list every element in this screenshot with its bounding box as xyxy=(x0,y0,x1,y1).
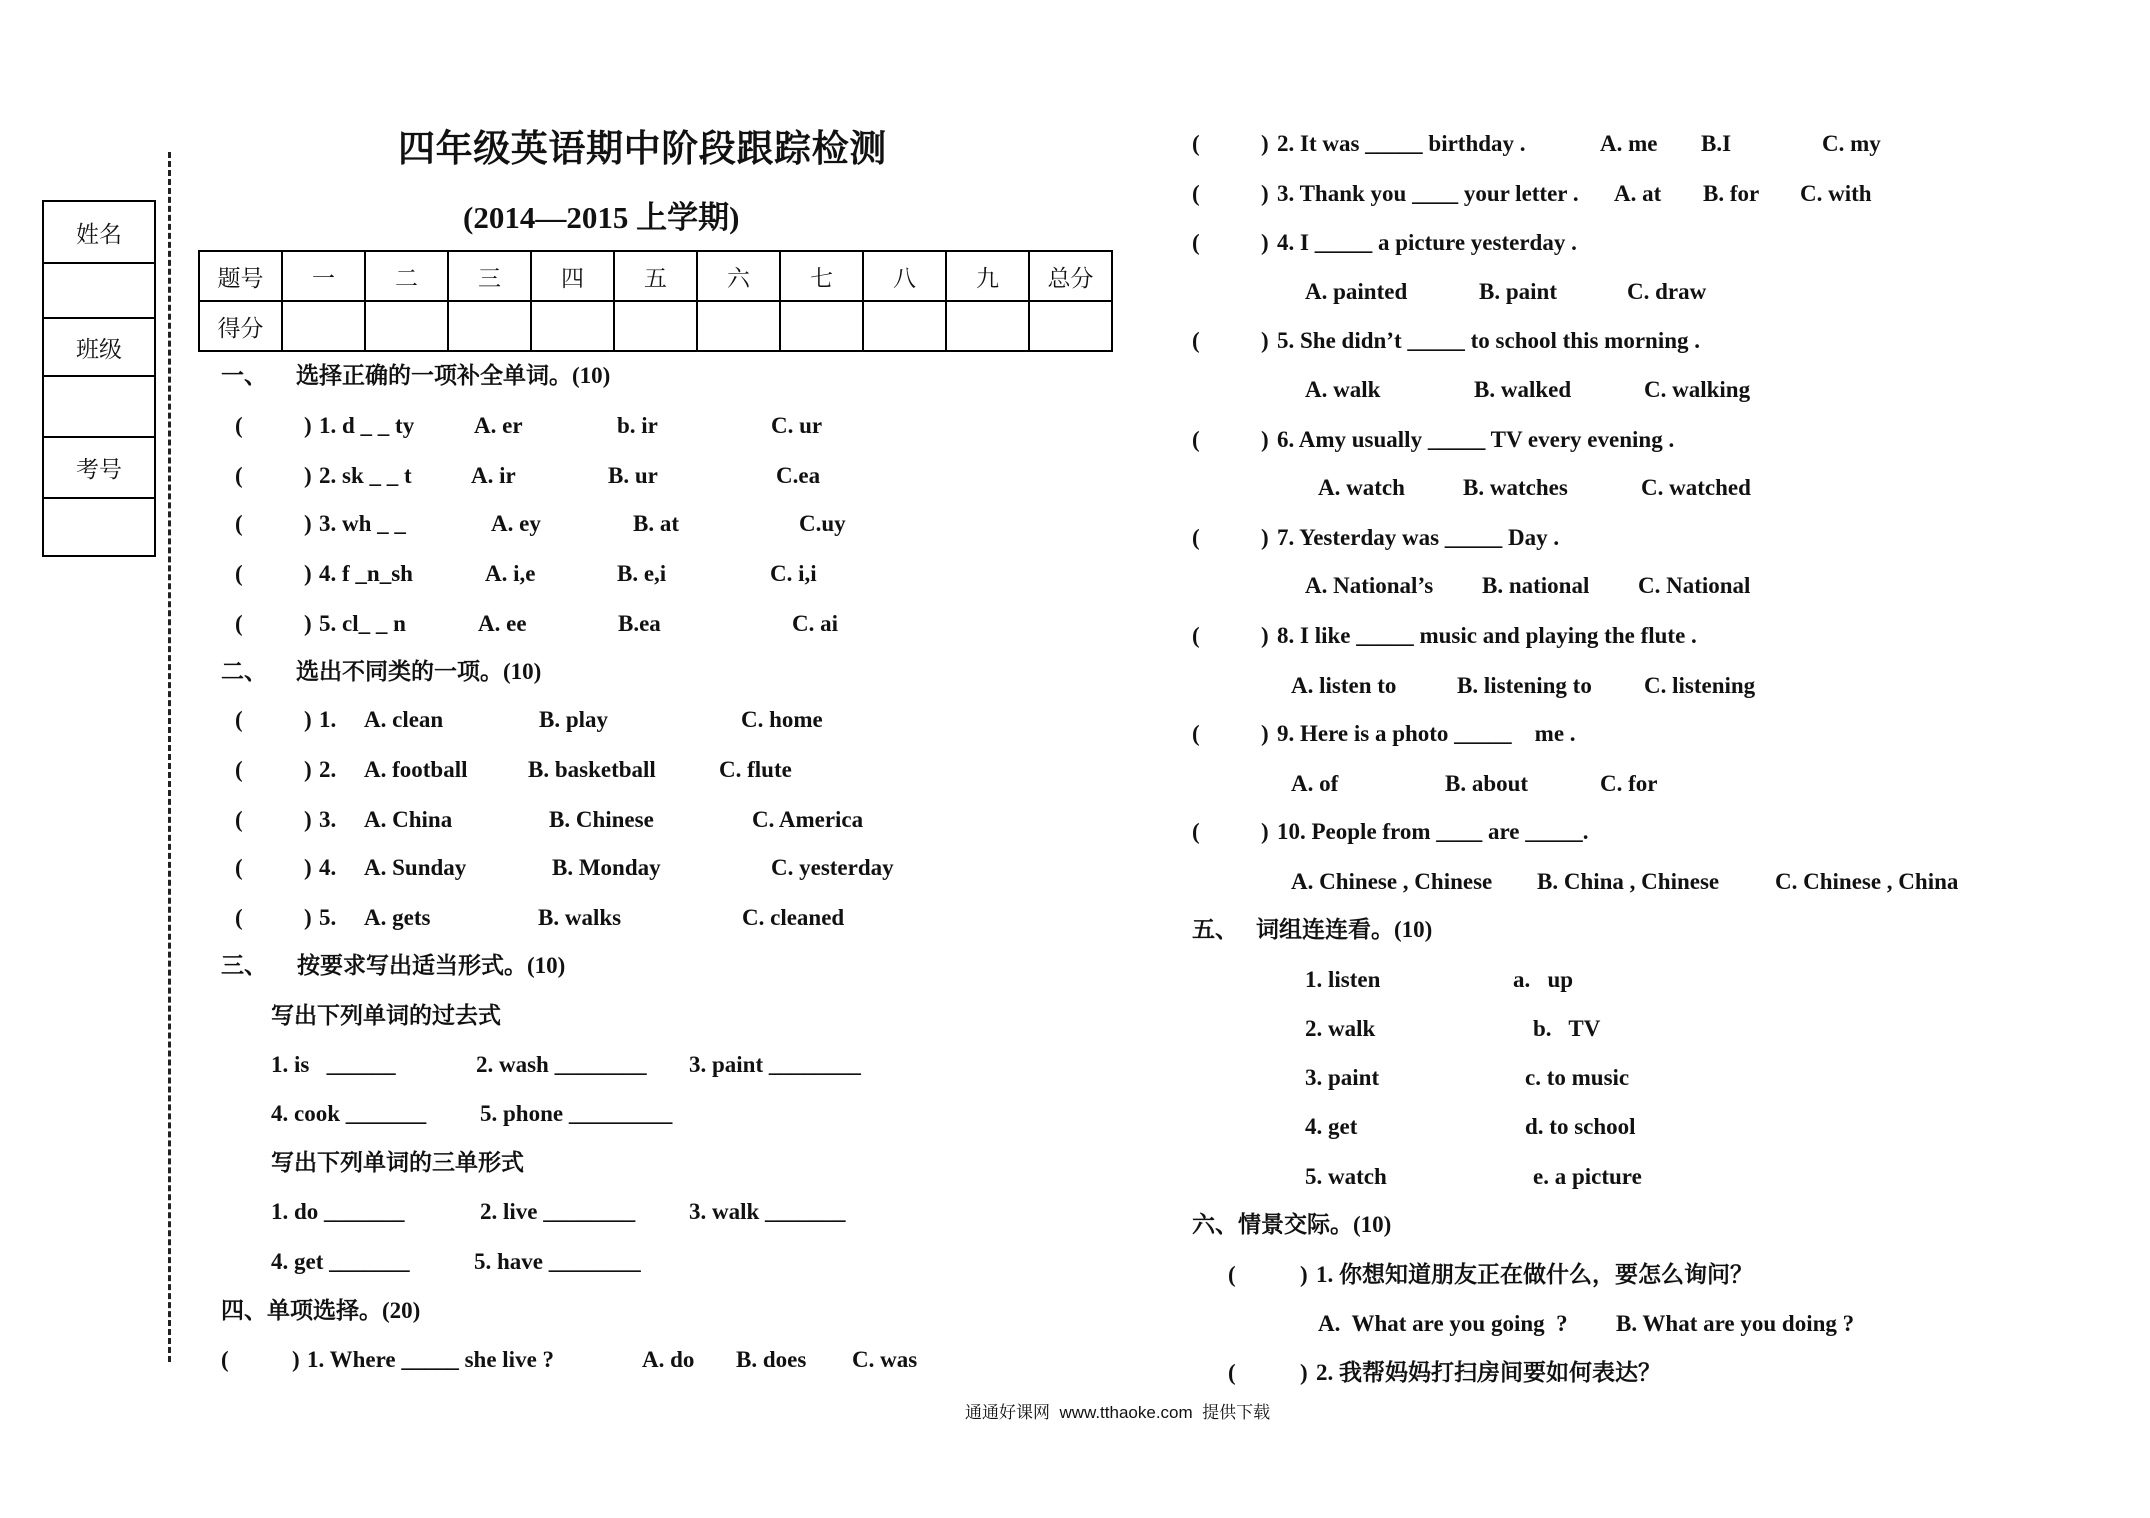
question-number: 1. xyxy=(319,707,337,732)
option-b: B.I xyxy=(1701,131,1732,156)
option-a: A. do xyxy=(642,1347,695,1372)
part6-options xyxy=(0,1310,2150,1338)
header-cell: 八 xyxy=(863,251,946,301)
match-row xyxy=(0,1163,2150,1191)
section-title: 按要求写出适当形式。(10) xyxy=(297,953,566,978)
bracket-open: ( xyxy=(1228,1360,1236,1385)
question-stem: 2. sk _ _ t xyxy=(319,463,412,488)
fill-item: 5. phone _________ xyxy=(480,1101,673,1126)
section-title: 选择正确的一项补全单词。(10) xyxy=(296,363,611,388)
option-a: A. Sunday xyxy=(364,855,467,880)
option-c: C. home xyxy=(741,707,823,732)
bracket-open: ( xyxy=(235,463,243,488)
part6-question xyxy=(0,1359,2150,1387)
section-title: 词组连连看。(10) xyxy=(1256,917,1433,942)
bracket-open: ( xyxy=(235,807,243,832)
option-c: C. National xyxy=(1638,573,1751,598)
header-cell: 五 xyxy=(614,251,697,301)
option-b: B. play xyxy=(539,707,609,732)
option-b: B.ea xyxy=(618,611,661,636)
option-a: A. me xyxy=(1600,131,1658,156)
option-a: A. clean xyxy=(364,707,444,732)
bracket-close: ) xyxy=(1261,623,1269,648)
part4-options xyxy=(0,278,2150,306)
match-row xyxy=(0,1113,2150,1141)
section-title: 六、情景交际。(10) xyxy=(1192,1212,1392,1237)
part4-question xyxy=(0,130,2150,158)
part4-options xyxy=(0,770,2150,798)
bracket-close: ) xyxy=(1261,181,1269,206)
option-b: B. ur xyxy=(608,463,658,488)
option-c: C. for xyxy=(1600,771,1658,796)
bracket-open: ( xyxy=(235,561,243,586)
match-right-item: c. to music xyxy=(1525,1065,1630,1090)
question-stem: 3. wh _ _ xyxy=(319,511,406,536)
exam-title: 四年级英语期中阶段跟踪检测 xyxy=(398,127,887,170)
match-left-item: 3. paint xyxy=(1305,1065,1380,1090)
question-stem: 1. 你想知道朋友正在做什么，要怎么询问？ xyxy=(1316,1262,1753,1287)
match-right-item: a. up xyxy=(1513,967,1574,992)
option-c: C. cleaned xyxy=(742,905,845,930)
section-number: 五、 xyxy=(1192,917,1238,942)
question-stem: 5. cl_ _ n xyxy=(319,611,406,636)
fill-item: 1. do _______ xyxy=(271,1199,405,1224)
fill-item: 3. walk _______ xyxy=(689,1199,846,1224)
option-c: C. walking xyxy=(1644,377,1751,402)
option-c: C.uy xyxy=(799,511,846,536)
bracket-close: ) xyxy=(1261,230,1269,255)
bracket-close: ) xyxy=(1300,1360,1308,1385)
option-b: B. Chinese xyxy=(549,807,654,832)
match-right-item: d. to school xyxy=(1525,1114,1636,1139)
option-b: B. listening to xyxy=(1457,673,1592,698)
part4-question xyxy=(0,720,2150,748)
bracket-close: ) xyxy=(292,1347,300,1372)
bracket-open: ( xyxy=(1192,819,1200,844)
subsection-title: 写出下列单词的三单形式 xyxy=(271,1150,524,1175)
option-b: B. national xyxy=(1482,573,1590,598)
option-b: B. about xyxy=(1445,771,1529,796)
part5-heading xyxy=(0,916,2150,944)
bracket-close: ) xyxy=(304,511,312,536)
option-a: A. gets xyxy=(364,905,431,930)
bracket-open: ( xyxy=(1192,721,1200,746)
question-stem: 7. Yesterday was _____ Day . xyxy=(1277,525,1560,550)
question-number: 3. xyxy=(319,807,337,832)
subsection-title: 写出下列单词的过去式 xyxy=(271,1003,501,1028)
match-row xyxy=(0,1015,2150,1043)
bracket-open: ( xyxy=(235,413,243,438)
question-stem: 8. I like _____ music and playing the flute . xyxy=(1277,623,1697,648)
bracket-close: ) xyxy=(304,707,312,732)
bracket-open: ( xyxy=(235,905,243,930)
option-b: b. ir xyxy=(617,413,658,438)
section-number: 二、 xyxy=(221,659,267,684)
option-c: C. yesterday xyxy=(771,855,894,880)
question-stem: 10. People from ____ are _____. xyxy=(1277,819,1589,844)
exam-term: (2014—2015 上学期) xyxy=(463,200,740,235)
option-c: C. America xyxy=(752,807,864,832)
part4-question xyxy=(0,818,2150,846)
bracket-open: ( xyxy=(1192,181,1200,206)
bracket-open: ( xyxy=(1192,427,1200,452)
option-a: A. ee xyxy=(478,611,527,636)
option-b: B. e,i xyxy=(617,561,667,586)
bracket-open: ( xyxy=(235,511,243,536)
fill-item: 5. have ________ xyxy=(474,1249,641,1274)
bracket-open: ( xyxy=(1192,230,1200,255)
option-a: A. ey xyxy=(491,511,541,536)
fill-item: 1. is ______ xyxy=(271,1052,396,1077)
bracket-close: ) xyxy=(304,611,312,636)
option-c: C. flute xyxy=(719,757,792,782)
option-c: C. ai xyxy=(792,611,838,636)
header-cell: 一 xyxy=(282,251,365,301)
bracket-close: ) xyxy=(304,807,312,832)
part4-question xyxy=(0,229,2150,257)
question-stem: 2. It was _____ birthday . xyxy=(1277,131,1526,156)
part6-question xyxy=(0,1261,2150,1289)
bracket-close: ) xyxy=(1261,328,1269,353)
question-stem: 1. Where _____ she live ? xyxy=(307,1347,555,1372)
option-b: B. basketball xyxy=(528,757,656,782)
header-cell: 六 xyxy=(697,251,780,301)
score-label: 得分 xyxy=(199,301,282,351)
download-credit-footer: 通通好课网 www.tthaoke.com 提供下载 xyxy=(965,1403,1271,1422)
option-a: A. listen to xyxy=(1291,673,1397,698)
match-right-item: b. TV xyxy=(1533,1016,1601,1041)
option-c: C. was xyxy=(852,1347,918,1372)
section-number: 一、 xyxy=(221,363,267,388)
option-b: B. walks xyxy=(538,905,622,930)
option-b: B. walked xyxy=(1474,377,1572,402)
option-c: C. listening xyxy=(1644,673,1756,698)
question-stem: 1. d _ _ ty xyxy=(319,413,415,438)
bracket-open: ( xyxy=(1192,131,1200,156)
option-c: C. ur xyxy=(771,413,823,438)
part4-question xyxy=(0,622,2150,650)
option-b: B. What are you doing ? xyxy=(1616,1311,1855,1336)
fill-item: 4. get _______ xyxy=(271,1249,410,1274)
option-b: B. does xyxy=(736,1347,807,1372)
question-stem: 5. She didn’t _____ to school this morning . xyxy=(1277,328,1701,353)
fill-item: 2. live ________ xyxy=(480,1199,636,1224)
option-a: A. of xyxy=(1291,771,1339,796)
header-cell: 三 xyxy=(448,251,531,301)
bracket-close: ) xyxy=(304,905,312,930)
bracket-close: ) xyxy=(304,561,312,586)
fill-item: 4. cook _______ xyxy=(271,1101,427,1126)
bracket-close: ) xyxy=(304,757,312,782)
option-a: A. walk xyxy=(1305,377,1381,402)
option-b: B. for xyxy=(1703,181,1760,206)
name-label: 姓名 xyxy=(44,202,154,264)
section-number: 三、 xyxy=(221,953,267,978)
option-a: A. National’s xyxy=(1305,573,1434,598)
match-row xyxy=(0,966,2150,994)
header-cell: 二 xyxy=(365,251,448,301)
part4-question xyxy=(0,524,2150,552)
question-number: 4. xyxy=(319,855,337,880)
option-a: A. at xyxy=(1614,181,1662,206)
part4-options xyxy=(0,868,2150,896)
bracket-close: ) xyxy=(1261,427,1269,452)
section-title: 选出不同类的一项。(10) xyxy=(296,659,542,684)
bracket-close: ) xyxy=(1261,525,1269,550)
match-left-item: 4. get xyxy=(1305,1114,1358,1139)
header-cell: 总分 xyxy=(1029,251,1112,301)
class-label: 班级 xyxy=(44,319,154,377)
option-a: A. China xyxy=(364,807,453,832)
bracket-close: ) xyxy=(1300,1262,1308,1287)
match-row xyxy=(0,1064,2150,1092)
question-stem: 4. I _____ a picture yesterday . xyxy=(1277,230,1577,255)
bracket-open: ( xyxy=(221,1347,229,1372)
option-a: A. ir xyxy=(471,463,516,488)
fill-item: 3. paint ________ xyxy=(689,1052,861,1077)
id-label: 考号 xyxy=(44,438,154,499)
bracket-close: ) xyxy=(304,413,312,438)
bracket-open: ( xyxy=(235,707,243,732)
option-b: B. Monday xyxy=(552,855,661,880)
question-stem: 4. f _n_sh xyxy=(319,561,413,586)
match-left-item: 2. walk xyxy=(1305,1016,1376,1041)
part4-question xyxy=(0,180,2150,208)
section-title: 四、单项选择。(20) xyxy=(221,1298,421,1323)
option-c: C. Chinese , China xyxy=(1775,869,1959,894)
part4-options xyxy=(0,572,2150,600)
option-a: A. painted xyxy=(1305,279,1408,304)
part4-options xyxy=(0,672,2150,700)
bracket-open: ( xyxy=(1192,623,1200,648)
option-c: C. watched xyxy=(1641,475,1751,500)
part4-options xyxy=(0,376,2150,404)
match-left-item: 5. watch xyxy=(1305,1164,1387,1189)
option-a: A. i,e xyxy=(485,561,536,586)
part4-question xyxy=(0,426,2150,454)
option-a: A. watch xyxy=(1318,475,1405,500)
part4-options xyxy=(0,474,2150,502)
question-stem: 3. Thank you ____ your letter . xyxy=(1277,181,1579,206)
fill-item: 2. wash ________ xyxy=(476,1052,647,1077)
option-a: A. er xyxy=(474,413,523,438)
header-cell: 题号 xyxy=(199,251,282,301)
bracket-close: ) xyxy=(304,855,312,880)
header-cell: 七 xyxy=(780,251,863,301)
question-stem: 6. Amy usually _____ TV every evening . xyxy=(1277,427,1675,452)
question-number: 2. xyxy=(319,757,337,782)
option-a: A. football xyxy=(364,757,468,782)
match-left-item: 1. listen xyxy=(1305,967,1381,992)
option-b: B. watches xyxy=(1463,475,1568,500)
option-a: A. Chinese , Chinese xyxy=(1291,869,1493,894)
option-c: C. i,i xyxy=(770,561,817,586)
option-b: B. at xyxy=(633,511,679,536)
bracket-close: ) xyxy=(1261,819,1269,844)
option-b: B. China , Chinese xyxy=(1537,869,1720,894)
question-stem: 9. Here is a photo _____ me . xyxy=(1277,721,1576,746)
bracket-close: ) xyxy=(1261,131,1269,156)
option-c: C. with xyxy=(1800,181,1872,206)
question-number: 5. xyxy=(319,905,337,930)
bracket-close: ) xyxy=(304,463,312,488)
option-b: B. paint xyxy=(1479,279,1557,304)
part4-question xyxy=(0,327,2150,355)
bracket-open: ( xyxy=(235,855,243,880)
bracket-open: ( xyxy=(235,757,243,782)
option-c: C.ea xyxy=(776,463,821,488)
bracket-open: ( xyxy=(1192,328,1200,353)
bracket-close: ) xyxy=(1261,721,1269,746)
question-stem: 2. 我帮妈妈打扫房间要如何表达？ xyxy=(1316,1360,1661,1385)
match-right-item: e. a picture xyxy=(1533,1164,1642,1189)
option-c: C. my xyxy=(1822,131,1881,156)
option-c: C. draw xyxy=(1627,279,1707,304)
header-cell: 九 xyxy=(946,251,1029,301)
part6-heading xyxy=(0,1211,2150,1239)
bracket-open: ( xyxy=(1192,525,1200,550)
bracket-open: ( xyxy=(235,611,243,636)
header-cell: 四 xyxy=(531,251,614,301)
option-a: A. What are you going ? xyxy=(1318,1311,1568,1336)
bracket-open: ( xyxy=(1228,1262,1236,1287)
